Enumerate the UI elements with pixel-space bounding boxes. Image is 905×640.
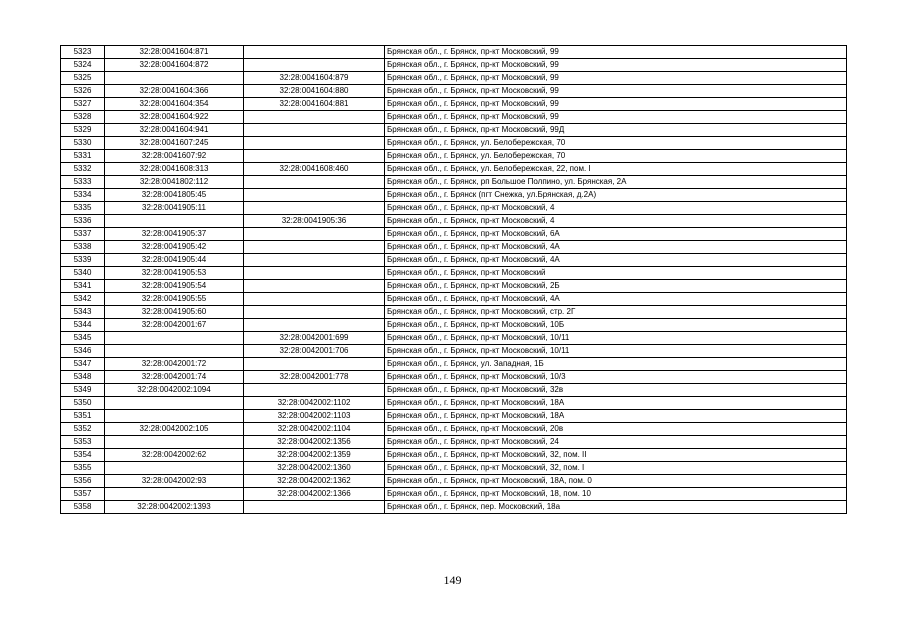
table-row xyxy=(61,475,847,488)
address-cell: Брянская обл., г. Брянск, ул. Белобережская, 70 xyxy=(385,150,847,163)
cadastral-number-cell: 32:28:0041905:55 xyxy=(105,293,244,306)
table-row xyxy=(61,124,847,137)
linked-cadastral-number-cell xyxy=(244,150,385,163)
cadastral-number-cell: 32:28:0041604:941 xyxy=(105,124,244,137)
cadastral-number-cell: 32:28:0042001:72 xyxy=(105,358,244,371)
linked-cadastral-number-cell xyxy=(244,124,385,137)
address-cell: Брянская обл., г. Брянск, пр-кт Московский, 4 xyxy=(385,215,847,228)
cadastral-number-cell xyxy=(105,72,244,85)
linked-cadastral-number-cell: 32:28:0042002:1102 xyxy=(244,397,385,410)
address-cell: Брянская обл., г. Брянск, пр-кт Московский, 18А xyxy=(385,397,847,410)
table-row xyxy=(61,384,847,397)
table-row xyxy=(61,306,847,319)
row-number-cell: 5347 xyxy=(61,358,105,371)
row-number-cell: 5329 xyxy=(61,124,105,137)
linked-cadastral-number-cell xyxy=(244,384,385,397)
cadastral-number-cell xyxy=(105,488,244,501)
table-row xyxy=(61,267,847,280)
table-row xyxy=(61,449,847,462)
table-row xyxy=(61,319,847,332)
table-row xyxy=(61,98,847,111)
row-number-cell: 5342 xyxy=(61,293,105,306)
address-cell: Брянская обл., г. Брянск, пр-кт Московский, 99 xyxy=(385,111,847,124)
table-row xyxy=(61,358,847,371)
table-row xyxy=(61,241,847,254)
address-cell: Брянская обл., г. Брянск, пр-кт Московский, 4А xyxy=(385,293,847,306)
address-cell: Брянская обл., г. Брянск, рп Большое Полпино, ул. Брянская, 2А xyxy=(385,176,847,189)
address-cell: Брянская обл., г. Брянск, ул. Белобережская, 70 xyxy=(385,137,847,150)
table-row xyxy=(61,345,847,358)
linked-cadastral-number-cell: 32:28:0042001:706 xyxy=(244,345,385,358)
address-cell: Брянская обл., г. Брянск, пр-кт Московский xyxy=(385,267,847,280)
row-number-cell: 5351 xyxy=(61,410,105,423)
cadastral-number-cell: 32:28:0042002:1393 xyxy=(105,501,244,514)
cadastral-number-cell: 32:28:0041905:42 xyxy=(105,241,244,254)
linked-cadastral-number-cell xyxy=(244,319,385,332)
row-number-cell: 5352 xyxy=(61,423,105,436)
address-cell: Брянская обл., г. Брянск, ул. Западная, 1Б xyxy=(385,358,847,371)
row-number-cell: 5356 xyxy=(61,475,105,488)
linked-cadastral-number-cell: 32:28:0042002:1359 xyxy=(244,449,385,462)
linked-cadastral-number-cell: 32:28:0041604:881 xyxy=(244,98,385,111)
cadastral-number-cell: 32:28:0042001:67 xyxy=(105,319,244,332)
cadastral-number-cell: 32:28:0041604:922 xyxy=(105,111,244,124)
table-row xyxy=(61,488,847,501)
cadastral-number-cell: 32:28:0041905:44 xyxy=(105,254,244,267)
cadastral-number-cell: 32:28:0041607:245 xyxy=(105,137,244,150)
row-number-cell: 5333 xyxy=(61,176,105,189)
linked-cadastral-number-cell xyxy=(244,267,385,280)
cadastral-number-cell: 32:28:0041905:11 xyxy=(105,202,244,215)
address-cell: Брянская обл., г. Брянск, пр-кт Московский, 2Б xyxy=(385,280,847,293)
table-row xyxy=(61,85,847,98)
address-cell: Брянская обл., г. Брянск, ул. Белобережская, 22, пом. I xyxy=(385,163,847,176)
row-number-cell: 5344 xyxy=(61,319,105,332)
linked-cadastral-number-cell xyxy=(244,293,385,306)
row-number-cell: 5331 xyxy=(61,150,105,163)
linked-cadastral-number-cell xyxy=(244,241,385,254)
cadastral-number-cell xyxy=(105,436,244,449)
address-cell: Брянская обл., г. Брянск, пр-кт Московский, 10/3 xyxy=(385,371,847,384)
row-number-cell: 5324 xyxy=(61,59,105,72)
table-row xyxy=(61,280,847,293)
linked-cadastral-number-cell xyxy=(244,137,385,150)
linked-cadastral-number-cell: 32:28:0042002:1366 xyxy=(244,488,385,501)
row-number-cell: 5327 xyxy=(61,98,105,111)
address-cell: Брянская обл., г. Брянск, пр-кт Московский, 4А xyxy=(385,241,847,254)
row-number-cell: 5355 xyxy=(61,462,105,475)
row-number-cell: 5343 xyxy=(61,306,105,319)
address-cell: Брянская обл., г. Брянск, пр-кт Московский, 99Д xyxy=(385,124,847,137)
cadastral-number-cell: 32:28:0041905:54 xyxy=(105,280,244,293)
table-row xyxy=(61,46,847,59)
address-cell: Брянская обл., г. Брянск, пр-кт Московский, 10Б xyxy=(385,319,847,332)
address-cell: Брянская обл., г. Брянск, пр-кт Московский, 4А xyxy=(385,254,847,267)
row-number-cell: 5336 xyxy=(61,215,105,228)
cadastral-number-cell: 32:28:0041604:872 xyxy=(105,59,244,72)
cadastral-number-cell: 32:28:0041604:871 xyxy=(105,46,244,59)
linked-cadastral-number-cell: 32:28:0042002:1356 xyxy=(244,436,385,449)
table-row xyxy=(61,410,847,423)
linked-cadastral-number-cell xyxy=(244,59,385,72)
table-row xyxy=(61,137,847,150)
cadastral-number-cell: 32:28:0041608:313 xyxy=(105,163,244,176)
table-row xyxy=(61,215,847,228)
row-number-cell: 5339 xyxy=(61,254,105,267)
cadastral-number-cell: 32:28:0042002:105 xyxy=(105,423,244,436)
row-number-cell: 5323 xyxy=(61,46,105,59)
cadastral-number-cell: 32:28:0041905:53 xyxy=(105,267,244,280)
table-row xyxy=(61,150,847,163)
cadastral-number-cell xyxy=(105,345,244,358)
table-row xyxy=(61,163,847,176)
cadastral-number-cell: 32:28:0041805:45 xyxy=(105,189,244,202)
table-row xyxy=(61,202,847,215)
linked-cadastral-number-cell: 32:28:0042001:778 xyxy=(244,371,385,384)
cadastral-number-cell xyxy=(105,397,244,410)
row-number-cell: 5338 xyxy=(61,241,105,254)
row-number-cell: 5345 xyxy=(61,332,105,345)
linked-cadastral-number-cell: 32:28:0042002:1103 xyxy=(244,410,385,423)
cadastral-number-cell: 32:28:0041802:112 xyxy=(105,176,244,189)
table-row xyxy=(61,189,847,202)
address-cell: Брянская обл., г. Брянск, пр-кт Московский, 99 xyxy=(385,72,847,85)
cadastral-number-cell xyxy=(105,332,244,345)
row-number-cell: 5337 xyxy=(61,228,105,241)
table-row xyxy=(61,111,847,124)
row-number-cell: 5346 xyxy=(61,345,105,358)
cadastral-number-cell: 32:28:0042002:1094 xyxy=(105,384,244,397)
address-cell: Брянская обл., г. Брянск, пр-кт Московский, 18А, пом. 0 xyxy=(385,475,847,488)
address-cell: Брянская обл., г. Брянск, пр-кт Московский, 10/11 xyxy=(385,332,847,345)
row-number-cell: 5325 xyxy=(61,72,105,85)
table-row xyxy=(61,423,847,436)
row-number-cell: 5326 xyxy=(61,85,105,98)
cadastral-number-cell: 32:28:0041905:60 xyxy=(105,306,244,319)
row-number-cell: 5334 xyxy=(61,189,105,202)
cadastral-number-cell xyxy=(105,410,244,423)
linked-cadastral-number-cell: 32:28:0041604:879 xyxy=(244,72,385,85)
row-number-cell: 5328 xyxy=(61,111,105,124)
cadastral-number-cell: 32:28:0042001:74 xyxy=(105,371,244,384)
linked-cadastral-number-cell: 32:28:0041905:36 xyxy=(244,215,385,228)
linked-cadastral-number-cell xyxy=(244,306,385,319)
address-cell: Брянская обл., г. Брянск, пр-кт Московский, 18, пом. 10 xyxy=(385,488,847,501)
cadastral-number-cell: 32:28:0041604:354 xyxy=(105,98,244,111)
address-cell: Брянская обл., г. Брянск, пр-кт Московский, 20в xyxy=(385,423,847,436)
linked-cadastral-number-cell xyxy=(244,111,385,124)
address-cell: Брянская обл., г. Брянск, пр-кт Московский, 32в xyxy=(385,384,847,397)
linked-cadastral-number-cell: 32:28:0042001:699 xyxy=(244,332,385,345)
linked-cadastral-number-cell: 32:28:0041604:880 xyxy=(244,85,385,98)
linked-cadastral-number-cell: 32:28:0042002:1360 xyxy=(244,462,385,475)
row-number-cell: 5340 xyxy=(61,267,105,280)
cadastral-number-cell: 32:28:0042002:93 xyxy=(105,475,244,488)
table-row xyxy=(61,397,847,410)
linked-cadastral-number-cell xyxy=(244,202,385,215)
row-number-cell: 5358 xyxy=(61,501,105,514)
row-number-cell: 5350 xyxy=(61,397,105,410)
table-row xyxy=(61,436,847,449)
address-cell: Брянская обл., г. Брянск, пр-кт Московский, 24 xyxy=(385,436,847,449)
linked-cadastral-number-cell xyxy=(244,176,385,189)
row-number-cell: 5357 xyxy=(61,488,105,501)
linked-cadastral-number-cell: 32:28:0041608:460 xyxy=(244,163,385,176)
address-cell: Брянская обл., г. Брянск (пгт Снежка, ул.Брянская, д.2А) xyxy=(385,189,847,202)
address-cell: Брянская обл., г. Брянск, пр-кт Московский, 18А xyxy=(385,410,847,423)
cadastral-number-cell xyxy=(105,215,244,228)
row-number-cell: 5335 xyxy=(61,202,105,215)
address-cell: Брянская обл., г. Брянск, пр-кт Московский, 32, пом. I xyxy=(385,462,847,475)
linked-cadastral-number-cell xyxy=(244,189,385,202)
row-number-cell: 5330 xyxy=(61,137,105,150)
cadastral-number-cell: 32:28:0041604:366 xyxy=(105,85,244,98)
table-row xyxy=(61,254,847,267)
linked-cadastral-number-cell xyxy=(244,254,385,267)
table-row xyxy=(61,332,847,345)
row-number-cell: 5349 xyxy=(61,384,105,397)
table-row xyxy=(61,371,847,384)
address-cell: Брянская обл., г. Брянск, пр-кт Московский, 6А xyxy=(385,228,847,241)
table-row xyxy=(61,176,847,189)
address-cell: Брянская обл., г. Брянск, пер. Московский, 18а xyxy=(385,501,847,514)
table-row xyxy=(61,293,847,306)
row-number-cell: 5354 xyxy=(61,449,105,462)
cadastral-number-cell: 32:28:0041607:92 xyxy=(105,150,244,163)
address-cell: Брянская обл., г. Брянск, пр-кт Московский, 10/11 xyxy=(385,345,847,358)
table-row xyxy=(61,228,847,241)
cadastral-number-cell: 32:28:0041905:37 xyxy=(105,228,244,241)
table-row xyxy=(61,59,847,72)
table-row xyxy=(61,501,847,514)
table-row xyxy=(61,462,847,475)
address-cell: Брянская обл., г. Брянск, пр-кт Московский, стр. 2Г xyxy=(385,306,847,319)
address-cell: Брянская обл., г. Брянск, пр-кт Московский, 99 xyxy=(385,59,847,72)
linked-cadastral-number-cell: 32:28:0042002:1362 xyxy=(244,475,385,488)
page-number: 149 xyxy=(443,573,462,587)
cadastral-number-cell: 32:28:0042002:62 xyxy=(105,449,244,462)
address-cell: Брянская обл., г. Брянск, пр-кт Московский, 99 xyxy=(385,85,847,98)
linked-cadastral-number-cell xyxy=(244,228,385,241)
address-cell: Брянская обл., г. Брянск, пр-кт Московский, 99 xyxy=(385,98,847,111)
cadastral-register-table xyxy=(60,45,847,514)
linked-cadastral-number-cell: 32:28:0042002:1104 xyxy=(244,423,385,436)
address-cell: Брянская обл., г. Брянск, пр-кт Московский, 99 xyxy=(385,46,847,59)
cadastral-number-cell xyxy=(105,462,244,475)
linked-cadastral-number-cell xyxy=(244,358,385,371)
table-body xyxy=(61,46,847,514)
row-number-cell: 5341 xyxy=(61,280,105,293)
address-cell: Брянская обл., г. Брянск, пр-кт Московский, 32, пом. II xyxy=(385,449,847,462)
linked-cadastral-number-cell xyxy=(244,280,385,293)
linked-cadastral-number-cell xyxy=(244,46,385,59)
linked-cadastral-number-cell xyxy=(244,501,385,514)
row-number-cell: 5348 xyxy=(61,371,105,384)
row-number-cell: 5353 xyxy=(61,436,105,449)
address-cell: Брянская обл., г. Брянск, пр-кт Московский, 4 xyxy=(385,202,847,215)
row-number-cell: 5332 xyxy=(61,163,105,176)
table-row xyxy=(61,72,847,85)
